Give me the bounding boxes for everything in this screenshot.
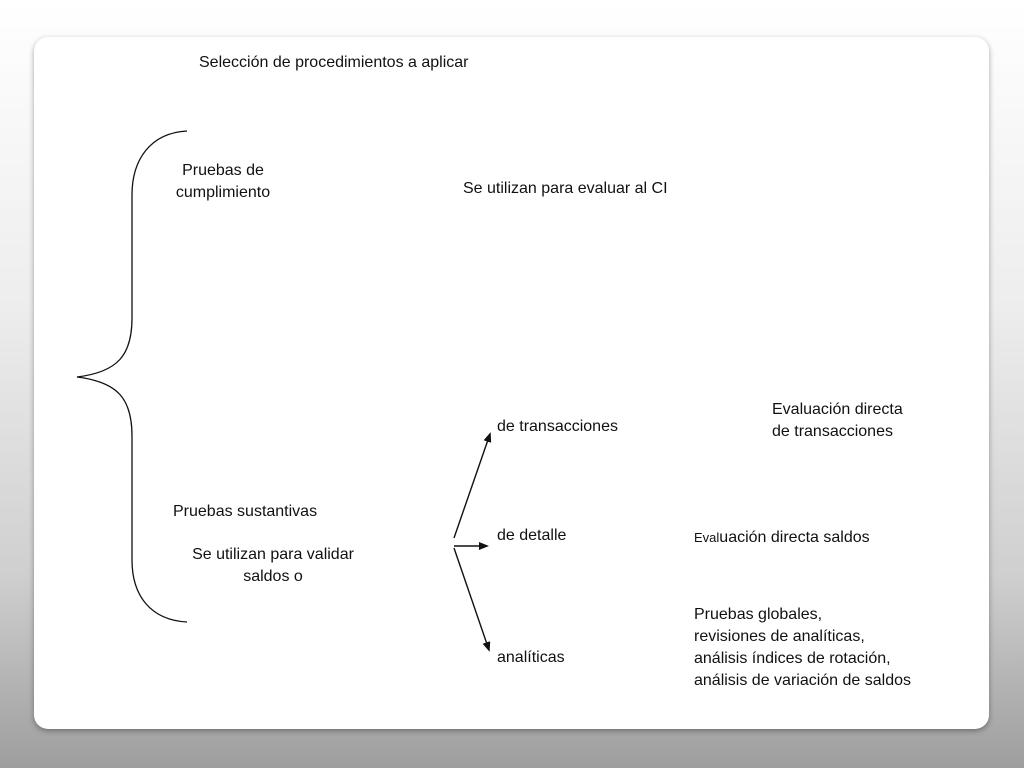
page-title: Selección de procedimientos a aplicar [199,54,469,71]
curly-brace [77,131,187,622]
compliance-tests-label-line1: Pruebas de [182,162,264,179]
detail-description-rest: uación directa saldos [719,529,870,546]
transactions-description [772,399,903,443]
detail-description [694,527,870,549]
analytical-description-line4: análisis de variación de saldos [694,672,912,689]
branch-detail-label: de detalle [497,527,567,544]
analytical-description-line3: análisis índices de rotación, [694,650,891,667]
arrow-to-analytical [454,548,489,650]
compliance-tests-label [162,160,284,204]
analytical-description [694,604,911,692]
compliance-tests-description: Se utilizan para evaluar al CI [463,180,668,197]
substantive-tests-description [176,544,370,588]
substantive-tests-description-line1: Se utilizan para validar [192,546,354,563]
substantive-tests-label: Pruebas sustantivas [173,503,318,520]
analytical-description-line1: Pruebas globales, [694,606,823,623]
analytical-description-line2: revisiones de analíticas, [694,628,865,645]
detail-description-prefix: Eval [694,530,720,545]
arrow-to-transactions [454,434,490,538]
transactions-description-line2: de transacciones [772,423,893,440]
branch-transactions-label: de transacciones [497,418,618,435]
branch-analytical-label: analíticas [497,649,565,666]
substantive-tests-description-line2: saldos o [243,568,303,585]
compliance-tests-label-line2: cumplimiento [175,184,271,201]
transactions-description-line1: Evaluación directa [772,401,903,418]
